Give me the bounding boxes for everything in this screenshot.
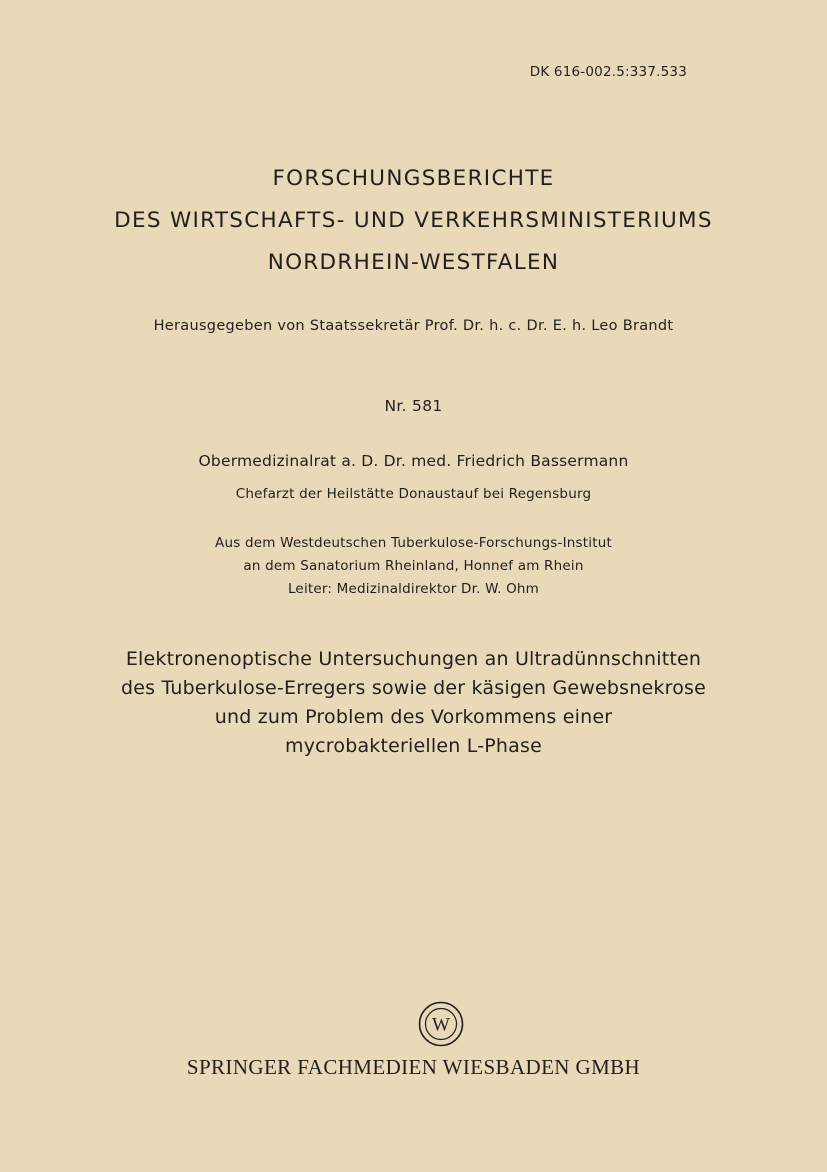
author-name: Obermedizinalrat a. D. Dr. med. Friedrich Bassermann bbox=[198, 452, 629, 470]
author-position: Chefarzt der Heilstätte Donaustauf bei Regensburg bbox=[235, 486, 592, 502]
institute-line-3: Leiter: Medizinaldirektor Dr. W. Ohm bbox=[287, 581, 540, 597]
book-title-line-1: Elektronenoptische Untersuchungen an Ultradünnschnitten bbox=[125, 648, 702, 670]
series-title bbox=[0, 158, 827, 284]
book-title bbox=[0, 645, 827, 761]
publisher-name: SPRINGER FACHMEDIEN WIESBADEN GMBH bbox=[186, 1055, 641, 1079]
book-title-line-2: des Tuberkulose-Erregers sowie der käsigen Gewebsnekrose bbox=[120, 677, 707, 699]
editor-line: Herausgegeben von Staatssekretär Prof. Dr. h. c. Dr. E. h. Leo Brandt bbox=[153, 318, 674, 334]
publisher-logo-icon bbox=[418, 1001, 464, 1047]
book-title-line-4: mycrobakteriellen L-Phase bbox=[284, 735, 542, 757]
publisher-logo-letter: W bbox=[432, 1014, 450, 1036]
series-title-line-2: DES WIRTSCHAFTS- UND VERKEHRSMINISTERIUMS bbox=[114, 208, 713, 233]
book-title-line-3: und zum Problem des Vorkommens einer bbox=[214, 706, 613, 728]
institute-line-1: Aus dem Westdeutschen Tuberkulose-Forschungs-Institut bbox=[215, 535, 612, 551]
series-title-line-1: FORSCHUNGSBERICHTE bbox=[272, 166, 555, 191]
classification-number: DK 616-002.5:337.533 bbox=[529, 64, 687, 80]
institute-line-2: an dem Sanatorium Rheinland, Honnef am Rhein bbox=[243, 558, 584, 574]
series-title-line-3: NORDRHEIN-WESTFALEN bbox=[267, 250, 560, 275]
institute-block bbox=[0, 532, 827, 601]
issue-number: Nr. 581 bbox=[384, 397, 443, 415]
